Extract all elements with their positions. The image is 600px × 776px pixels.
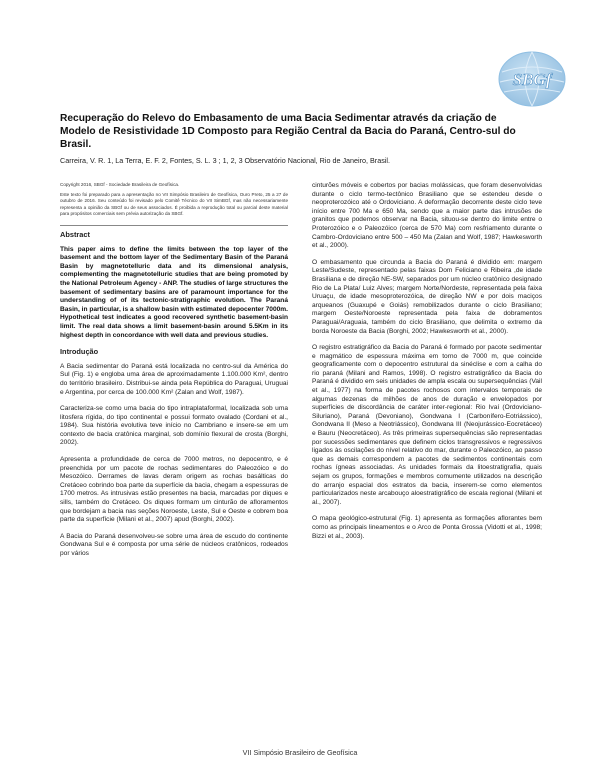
abstract-text: This paper aims to define the limits between the top layer of the basement and the bottom layer of the Sedimentary Basin of the Paraná Basin by magnetotelluric data and its dimensional analysis, complementing the magnetotelluric studies that are being promoted by the National Petroleum Agency - ANP. The studies of large structures the basement of sedimentary basins are of paramount importance for the understanding of of its tectonic-stratigraphic evolution. The Paraná Basin, in particular, is a shallow basin with estimated depocenter 7000m. Hypothetical test indicates a good recovered synthetic basement-basin limit. The real data shows a limit basement-basin around 5.5Km in its highest depth in concordance with well data and previous studies. xyxy=(60,245,288,339)
sbgf-logo xyxy=(496,50,568,108)
body-paragraph-1: cinturões móveis e cobertos por bacias molássicas, que foram desenvolvidas durante o ciclo termo-tectônico Brasiliano que se estendeu desde o neoproterozóico até o Ordoviciano. A deformação decorrente deste ciclo teve início entre 700 Ma e 650 Ma, sendo que a maior parte das intrusões de granitos que podemos observar na Bacia, situou-se dentro do limite entre o Proterozóico e o Paleozóico (cerca de 570 Ma) com resfriamento durante o Cambro-Ordoviciano entre 500 – 450 Ma (Zalan and Wolf, 1987; Hawkesworth et al., 2000). xyxy=(312,182,542,250)
page-footer: VII Simpósio Brasileiro de Geofísica xyxy=(242,748,358,757)
abstract-heading: Abstract xyxy=(60,230,90,240)
right-column xyxy=(312,182,542,549)
body-paragraph-2: O embasamento que circunda a Bacia do Paraná é dividido em: margem Leste/Sudeste, representado pelas faixas Dom Feliciano e Ribeira ,de idade Brasiliana e de direção NE-SW, separados por um núcleo cratônico designado Rio de La Plata/ Luiz Alves; margem Norte/Nordeste, representada pela faixa Uruaçu, de idade mesoproterozóica, de direção NW e por dois maciços arqueanos (Guaxupé e Goiás) remobilizados durante o ciclo Brasiliano; margem Oeste/Noroeste representada pela faixa de dobramentos Paraguai/Araguaia, também do ciclo Brasiliano, que delimita o extremo da borda Noroeste da Bacia (Borghi, 2002; Hawkesworth et al., 2000). xyxy=(312,258,542,335)
left-column xyxy=(60,182,288,567)
body-paragraph-4: O mapa geológico-estrutural (Fig. 1) apresenta as formações aflorantes bem como as principais lineamentos e o Arco de Ponta Grossa (Vidotti et al., 1998; Bizzi et al., 2003). xyxy=(312,515,542,540)
copyright-notice: Copyright 2016, SBGf - Sociedade Brasileira de Geofísica. xyxy=(60,182,180,187)
logo-text: SBGf xyxy=(512,70,552,89)
author-affiliations: Carreira, V. R. 1, La Terra, E. F. 2, Fontes, S. L. 3 ; 1, 2, 3 Observatório Nacional, Rio de Janeiro, Brasil. xyxy=(60,156,390,165)
globe-icon xyxy=(496,50,568,108)
body-paragraph-3: O registro estratigráfico da Bacia do Paraná é formado por pacote sedimentar e magmático de espessura máxima em torno de 7000 m, que coincide geograficamente com o depocentro estrutural da sinéclise e com a calha do rio paraná (Milani and Ramos, 1998). O registro estratigráfico da Bacia do Paraná é dividido em seis unidades de ampla escala ou supersequências (Vail et al., 1977) na forma de pacotes rochosos com intervalos temporais de algumas dezenas de milhões de anos de duração e envelopados por superfícies de discordância de caráter inter-regional: Rio Ivaí (Ordoviciano-Siluriano), Paraná (Devoniano), Gondwana I (Carbonífero-Eotriássico), Gondwana II (Meso a Neotriássico), Gondwana III (Neojurássico-Eocretáceo) e Bauru (Neocretáceo). As três primeiras supersequências são representadas por sucessões sedimentares que definem ciclos transgressivos e regressivos ligados às oscilações do nível relativo do mar, durante o Paleozóico, ao passo que as demais correspondem a pacotes de sedimentos continentais com rochas ígneas associadas. As unidades formais da litoestratigrafia, quais sejam os grupos, formações e membros comumente utilizados na descrição do arranjo espacial dos estratos da bacia, inserem-se como elementos particularizados neste arcabouço aloestratigráfico de escala regional (Milani et al., 2007). xyxy=(312,344,542,506)
intro-paragraph-3: Apresenta a profundidade de cerca de 7000 metros, no depocentro, e é preenchida por um pacote de rochas sedimentares do Paleozóico e do Mesozóico. Derrames de lavas deram origem as rochas basálticas do Cretáceo cobrindo boa parte da superfície da bacia, chegam a espessuras de 1700 metros. As intrusivas estão presentes na bacia, marcadas por diques e sills, também do Cretáceo. Os diques formam um cinturão de afloramentos que bordejam a bacia nas seções Noroeste, Leste, Sul e Oeste e cobrem boa parte da superfície (Milani et al., 2007) apud (Borghi, 2002). xyxy=(60,456,288,524)
paper-title: Recuperação do Relevo do Embasamento de uma Bacia Sedimentar através da criação de Modelo de Resistividade 1D Composto para Região Central da Bacia do Paraná, Centro-sul do Brasil. xyxy=(60,113,516,150)
intro-paragraph-1: A Bacia sedimentar do Paraná está localizada no centro-sul da América do Sul (Fig. 1) e engloba uma área de aproximadamente 1.100.000 Km², dentro do território brasileiro. Distribui-se ainda pela República do Paraguai, Uruguai e Argentina, por cerca de 100.000 Km² (Zalan and Wolf, 1987). xyxy=(60,362,288,396)
intro-paragraph-2: Caracteriza-se como uma bacia do tipo intraplataformal, localizada sob uma litosfera rígida, do tipo continental e possui formato ovalado (Cordani et al., 1984). Sua história evolutiva teve início no Cambriano e insere-se em um contexto de bacia cratônica marginal, sob domínio flexural de crosta (Borghi, 2002). xyxy=(60,405,288,447)
intro-paragraph-4: A Bacia do Paraná desenvolveu-se sobre uma área de escudo do continente Gondwana Sul e é composta por uma série de núcleos cratônicos, rodeados por vários xyxy=(60,532,288,558)
divider xyxy=(60,225,288,226)
presentation-notice: Este texto foi preparado para a apresentação no VII Simpósio Brasileiro de Geofísica, Ouro Preto, 25 a 27 de outubro de 2016. Seu conteúdo foi revisado pelo Comitê Técnico do VII SimBGf, mas não necessariamente representa a opinião da SBGf ou de seus associados. É proibida a reprodução total ou parcial deste material para propósitos comerciais sem prévia autorização da SBGf. xyxy=(60,192,288,216)
intro-heading: Introdução xyxy=(60,347,99,357)
front-matter xyxy=(60,182,288,217)
